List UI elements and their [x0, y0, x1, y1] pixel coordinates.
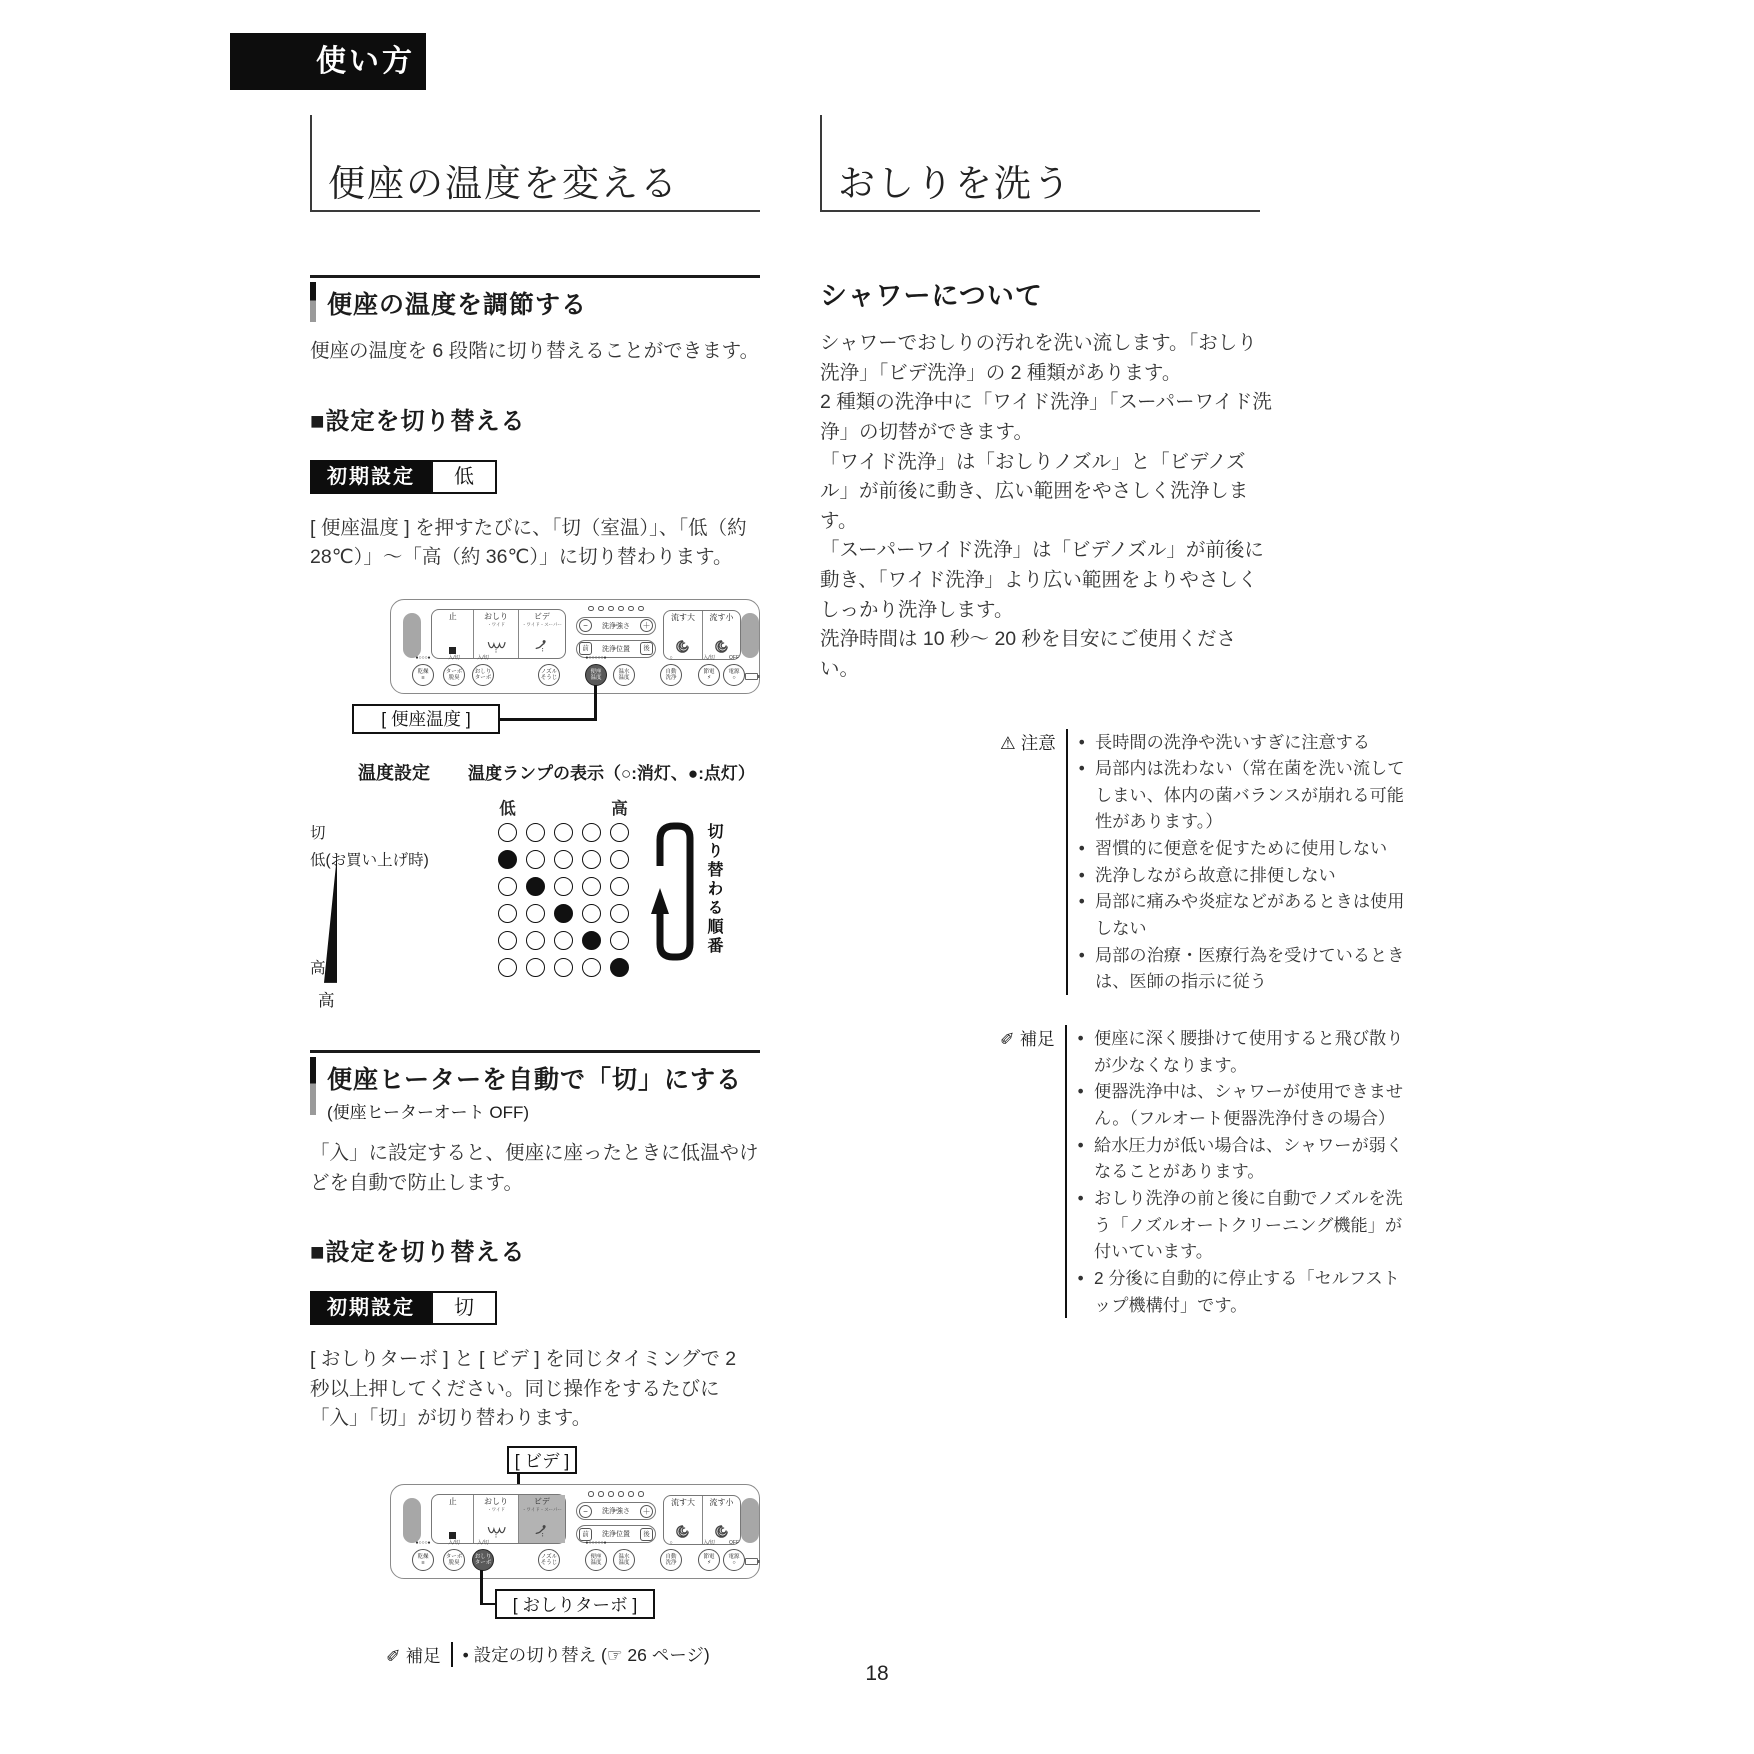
wash-position-label: 洗浄位置	[602, 645, 630, 653]
flush-small-button	[702, 1496, 740, 1544]
minus-button: −	[579, 1505, 592, 1518]
turbo-deodorize-button: ターボ 脱臭	[443, 664, 465, 686]
flush-spiral-icon	[713, 1523, 730, 1540]
oshiri-button-sub: ・ワイド	[487, 1506, 505, 1512]
lamp-rows	[310, 819, 629, 981]
seat-temp-indicator: ●○○○○○●	[585, 1540, 607, 1546]
lamp-row	[310, 927, 629, 954]
wedge-high-label: 高	[318, 991, 335, 1010]
dry-indicator: ●○○○●	[415, 654, 431, 661]
lamp-off	[554, 931, 573, 950]
default-setting-label: 初期設定	[310, 1291, 432, 1325]
lamp-set	[498, 931, 629, 950]
lamp-set	[498, 823, 629, 842]
connector-line	[480, 1603, 496, 1606]
lamp-off	[582, 850, 601, 869]
lamp-set	[498, 958, 629, 977]
cycle-arrow	[648, 814, 696, 969]
bide-callout: [ ビデ ]	[507, 1446, 577, 1474]
front-button: 前	[579, 642, 592, 655]
oshiri-turbo-button: おしり ターボ	[472, 1549, 494, 1571]
lamp-on	[554, 904, 573, 923]
turbo-deodorize-indicator: 入/切	[448, 1540, 460, 1546]
stop-square	[449, 1532, 456, 1539]
lamp-off	[554, 823, 573, 842]
bidet-icon	[534, 639, 549, 654]
paragraph: 2 種類の洗浄中に「ワイド洗浄」「スーパーワイド洗浄」の切替ができます。	[820, 391, 1272, 443]
stop-button	[432, 610, 473, 658]
oshiri-button	[473, 610, 517, 658]
lamp-off	[610, 904, 629, 923]
flush-small-button-label: 流す小	[709, 612, 734, 622]
stop-button	[432, 1495, 473, 1543]
panel-grip-left	[403, 613, 421, 658]
bide-button	[518, 1495, 565, 1543]
lamp-off	[554, 877, 573, 896]
lamp-row	[310, 900, 629, 927]
section-heading-adjust-temp	[310, 275, 760, 325]
eco-indicator: 入/切	[703, 1540, 715, 1546]
note-item: • おしり洗浄の前と後に自動でノズルを洗う「ノズルオートクリーニング機能」が付いています。	[1078, 1185, 1414, 1265]
lamp-dot	[588, 606, 594, 612]
flush-big-button-label: 流す大	[670, 1498, 695, 1507]
lamp-off	[610, 823, 629, 842]
warning-icon: ⚠	[1000, 732, 1016, 753]
lamp-row	[310, 873, 629, 900]
caution-item: • 洗浄しながら故意に排便しない	[1079, 862, 1415, 889]
lamp-off	[526, 904, 545, 923]
note-label: ✐ 補足	[1000, 1029, 1055, 1050]
dry-button: 乾燥 ≡	[412, 664, 434, 686]
eco-button: 節電 ⚡	[698, 1549, 720, 1571]
paragraph: 洗浄時間は 10 秒～ 20 秒を目安にご使用ください。	[820, 628, 1237, 680]
note-item: • 設定の切り替え (☞ 26 ページ)	[451, 1642, 710, 1667]
main-button-group	[431, 609, 566, 659]
lamp-on	[498, 850, 517, 869]
flush-spiral-icon	[713, 638, 730, 655]
caution-item: • 局部内は洗わない（常在菌を洗い流してしまい、体内の菌バランスが崩れる可能性があります。）	[1079, 755, 1415, 835]
lamp-off	[526, 931, 545, 950]
nozzle-clean-button: ノズル そうじ	[538, 664, 560, 686]
lamp-row-label: 低(お買い上げ時)	[310, 852, 429, 870]
left-column	[310, 115, 760, 1668]
shower-paragraphs	[820, 329, 1272, 685]
lamp-off	[498, 904, 517, 923]
lamp-row-label: 切	[310, 825, 326, 843]
spray-icon	[486, 1525, 506, 1539]
wash-strength-label: 洗浄強さ	[602, 622, 630, 630]
wash-strength-control	[576, 1502, 656, 1520]
lamp-dot	[608, 606, 614, 612]
wash-strength-lamps	[576, 606, 656, 612]
note-item: • 便座に深く腰掛けて使用すると飛び散りが少なくなります。	[1078, 1025, 1414, 1078]
shower-heading: シャワーについて	[820, 281, 1043, 311]
flush-big-button-label: 流す大	[670, 612, 695, 622]
note-item: • 便器洗浄中は、シャワーが使用できません。（フルオート便器洗浄付きの場合）	[1078, 1078, 1414, 1131]
sec1-body: [ 便座温度 ] を押すたびに、「切（室温）」、「低（約 28℃）」～「高（約 36℃）」に切り替わります。	[310, 516, 747, 569]
oshiri-button-label: おしり	[484, 611, 509, 621]
back-button: 後	[640, 1528, 653, 1541]
lamp-on	[526, 877, 545, 896]
note-label: ✐ 補足	[386, 1646, 441, 1666]
panel-grip-left	[403, 1498, 421, 1543]
connector-line	[480, 1570, 483, 1605]
caution-item: • 局部に痛みや炎症などがあるときは使用しない	[1079, 888, 1415, 941]
back-button: 後	[640, 642, 653, 655]
oshiri-turbo-indicator: 入/切	[477, 654, 489, 661]
sec1-subheading: ■設定を切り替える	[310, 407, 526, 435]
paragraph: 「スーパーワイド洗浄」は「ビデノズル」が前後に動き、「ワイド洗浄」より広い範囲をよりやさしくしっかり洗浄します。	[820, 539, 1264, 621]
cycle-arrow-label: 切り替わる順番	[705, 822, 722, 956]
bide-button-label: ビデ	[533, 611, 550, 621]
caution-items	[1066, 729, 1415, 996]
control-panel-diagram	[390, 599, 760, 694]
flush-spiral-icon	[674, 1523, 691, 1540]
section-heading-text: 便座ヒーターを自動で「切」にする	[327, 1065, 743, 1094]
turbo-deodorize-indicator: 入/切	[448, 654, 460, 661]
wash-strength-control	[576, 617, 656, 635]
panel-grip-right	[741, 1498, 759, 1543]
power-indicator: OFF	[729, 654, 739, 661]
lamp-off	[582, 877, 601, 896]
auto-flush-button: 自動 洗浄	[660, 1549, 682, 1571]
lamp-off	[610, 931, 629, 950]
lamp-off	[610, 877, 629, 896]
lamp-row-label: 高	[310, 960, 326, 978]
note-item: • 給水圧力が低い場合は、シャワーが弱くなることがあります。	[1078, 1132, 1414, 1185]
seat-temp-button: 便座 温度	[585, 1549, 607, 1571]
oshiri-turbo-callout: [ おしりターボ ]	[495, 1589, 655, 1619]
stop-icon	[449, 1532, 456, 1539]
stop-button-label: 止	[448, 611, 457, 621]
lamp-off	[582, 958, 601, 977]
section-heading-sub: (便座ヒーターオート OFF)	[327, 1102, 530, 1122]
lamp-off	[498, 958, 517, 977]
lamp-row	[310, 954, 629, 981]
lamp-set	[498, 877, 629, 896]
control-panel-diagram	[390, 1484, 760, 1579]
lamp-on	[610, 958, 629, 977]
flush-button-group	[663, 1495, 741, 1545]
battery-icon	[745, 673, 758, 680]
oshiri-turbo-indicator: 入/切	[477, 1540, 489, 1546]
dry-button: 乾燥 ≡	[412, 1549, 434, 1571]
lamp-high-label: 高	[611, 799, 628, 818]
default-setting-label: 初期設定	[310, 460, 432, 494]
default-setting-value: 切	[431, 1291, 497, 1325]
power-button: 電源 ○	[723, 664, 745, 686]
turbo-deodorize-button: ターボ 脱臭	[443, 1549, 465, 1571]
section-heading-auto-off	[310, 1050, 760, 1127]
temp-setting-header: 温度設定	[358, 762, 430, 783]
power-button: 電源 ○	[723, 1549, 745, 1571]
sec2-intro: 「入」に設定すると、便座に座ったときに低温やけどを自動で防止します。	[310, 1141, 759, 1194]
right-page-title: おしりを洗う	[820, 115, 1260, 212]
default-setting-value: 低	[431, 460, 497, 494]
control-panel-figure-1	[350, 599, 762, 741]
lamp-dot	[598, 1491, 604, 1497]
caution-item: • 局部の治療・医療行為を受けているときは、医師の指示に従う	[1079, 942, 1415, 995]
lamp-off	[554, 958, 573, 977]
water-temp-button: 温水 温度	[613, 1549, 635, 1571]
lamp-off	[526, 958, 545, 977]
page-number: 18	[865, 1662, 889, 1685]
sec1-intro: 便座の温度を 6 段階に切り替えることができます。	[310, 340, 760, 362]
bidet-icon	[534, 1524, 549, 1539]
bide-button-label: ビデ	[533, 1497, 550, 1506]
temperature-table	[310, 759, 760, 1024]
lamp-dot	[638, 1491, 644, 1497]
bide-button	[518, 610, 565, 658]
pencil-icon: ✐	[386, 1646, 401, 1666]
lamp-on	[582, 931, 601, 950]
lamp-off	[582, 823, 601, 842]
section-tag: 使い方	[230, 33, 426, 90]
lamp-dot	[618, 1491, 624, 1497]
paragraph: シャワーでおしりの汚れを洗い流します。「おしり洗浄」「ビデ洗浄」の 2 種類があります。	[820, 332, 1257, 384]
default-setting-badge	[310, 1291, 760, 1325]
plus-button: ＋	[640, 1505, 653, 1518]
eco-indicator: 入/切	[703, 654, 715, 661]
spray-icon	[486, 640, 506, 654]
lamp-off	[498, 823, 517, 842]
lamp-dot	[628, 1491, 634, 1497]
wash-strength-lamps	[576, 1491, 656, 1497]
connector-line	[500, 718, 597, 721]
lamp-off	[554, 850, 573, 869]
lamp-off	[498, 931, 517, 950]
flush-button-group	[663, 610, 741, 660]
auto-flush-indicator: ○	[669, 1540, 673, 1546]
dry-indicator: ●○○○●	[415, 1540, 431, 1546]
wash-position-label: 洗浄位置	[602, 1531, 630, 1538]
flush-small-button-label: 流す小	[709, 1498, 734, 1507]
lamp-off	[610, 850, 629, 869]
lamp-set	[498, 904, 629, 923]
caution-label: ⚠ 注意	[1000, 732, 1056, 753]
lamp-off	[582, 904, 601, 923]
note-box	[1000, 1025, 1425, 1318]
section-heading-text: 便座の温度を調節する	[327, 291, 588, 319]
oshiri-button	[473, 1495, 517, 1543]
bide-button-sub: ・ワイド・スーパー	[521, 1506, 562, 1512]
auto-flush-indicator: ○	[669, 654, 673, 661]
seat-temp-callout: [ 便座温度 ]	[352, 704, 500, 734]
note-item: • 2 分後に自動的に停止する「セルフストップ機構付」です。	[1078, 1265, 1414, 1318]
panel-grip-right	[741, 613, 759, 658]
lamp-dot	[598, 606, 604, 612]
default-setting-badge	[310, 460, 760, 494]
caution-item: • 習慣的に便意を促すために使用しない	[1079, 835, 1415, 862]
flush-big-button	[664, 611, 702, 659]
flush-big-button	[664, 1496, 702, 1544]
water-temp-button: 温水 温度	[613, 664, 635, 686]
lamp-dot	[638, 606, 644, 612]
paragraph: 「ワイド洗浄」は「おしりノズル」と「ビデノズル」が前後に動き、広い範囲をやさしく洗浄します。	[820, 450, 1249, 532]
lamp-dot	[608, 1491, 614, 1497]
caution-item: • 長時間の洗浄や洗いすぎに注意する	[1079, 729, 1415, 756]
flush-spiral-icon	[674, 638, 691, 655]
minus-button: −	[579, 619, 592, 632]
right-column	[820, 115, 1425, 1318]
lamp-low-label: 低	[499, 799, 516, 818]
wash-strength-label: 洗浄強さ	[602, 1508, 630, 1515]
lamp-row	[310, 846, 629, 873]
lamp-row	[310, 819, 629, 846]
flush-small-button	[702, 611, 740, 659]
lamp-dot	[628, 606, 634, 612]
lamp-set	[498, 850, 629, 869]
main-button-group	[431, 1494, 566, 1544]
left-page-title: 便座の温度を変える	[310, 115, 760, 212]
stop-icon	[449, 647, 456, 654]
pencil-icon: ✐	[1000, 1029, 1015, 1050]
lamp-off	[526, 823, 545, 842]
oshiri-button-label: おしり	[484, 1497, 509, 1506]
sec2-subheading: ■設定を切り替える	[310, 1239, 526, 1267]
lamp-off	[498, 877, 517, 896]
lamp-display-header: 温度ランプの表示（○:消灯、●:点灯）	[468, 763, 755, 783]
oshiri-turbo-button: おしり ターボ	[472, 664, 494, 686]
plus-button: ＋	[640, 619, 653, 632]
stop-button-label: 止	[448, 1497, 457, 1506]
oshiri-button-sub: ・ワイド	[487, 621, 505, 627]
power-indicator: OFF	[729, 1540, 739, 1546]
front-button: 前	[579, 1528, 592, 1541]
caution-box	[1000, 729, 1425, 996]
seat-temp-button: 便座 温度	[585, 664, 607, 686]
lamp-dot	[618, 606, 624, 612]
lamp-dot	[588, 1491, 594, 1497]
auto-flush-button: 自動 洗浄	[660, 664, 682, 686]
seat-temp-indicator: ●○○○○○●	[585, 654, 607, 661]
battery-icon	[745, 1558, 758, 1565]
note-items	[1065, 1025, 1414, 1318]
stop-square	[449, 647, 456, 654]
control-panel-figure-2	[350, 1446, 762, 1626]
eco-button: 節電 ⚡	[698, 664, 720, 686]
sec2-body: [ おしりターボ ] と [ ビデ ] を同じタイミングで 2 秒以上押してください。同じ操作をするたびに「入」「切」が切り替わります。	[310, 1348, 737, 1430]
connector-line	[594, 685, 597, 721]
lamp-off	[526, 850, 545, 869]
bide-button-sub: ・ワイド・スーパー	[521, 621, 562, 627]
nozzle-clean-button: ノズル そうじ	[538, 1549, 560, 1571]
